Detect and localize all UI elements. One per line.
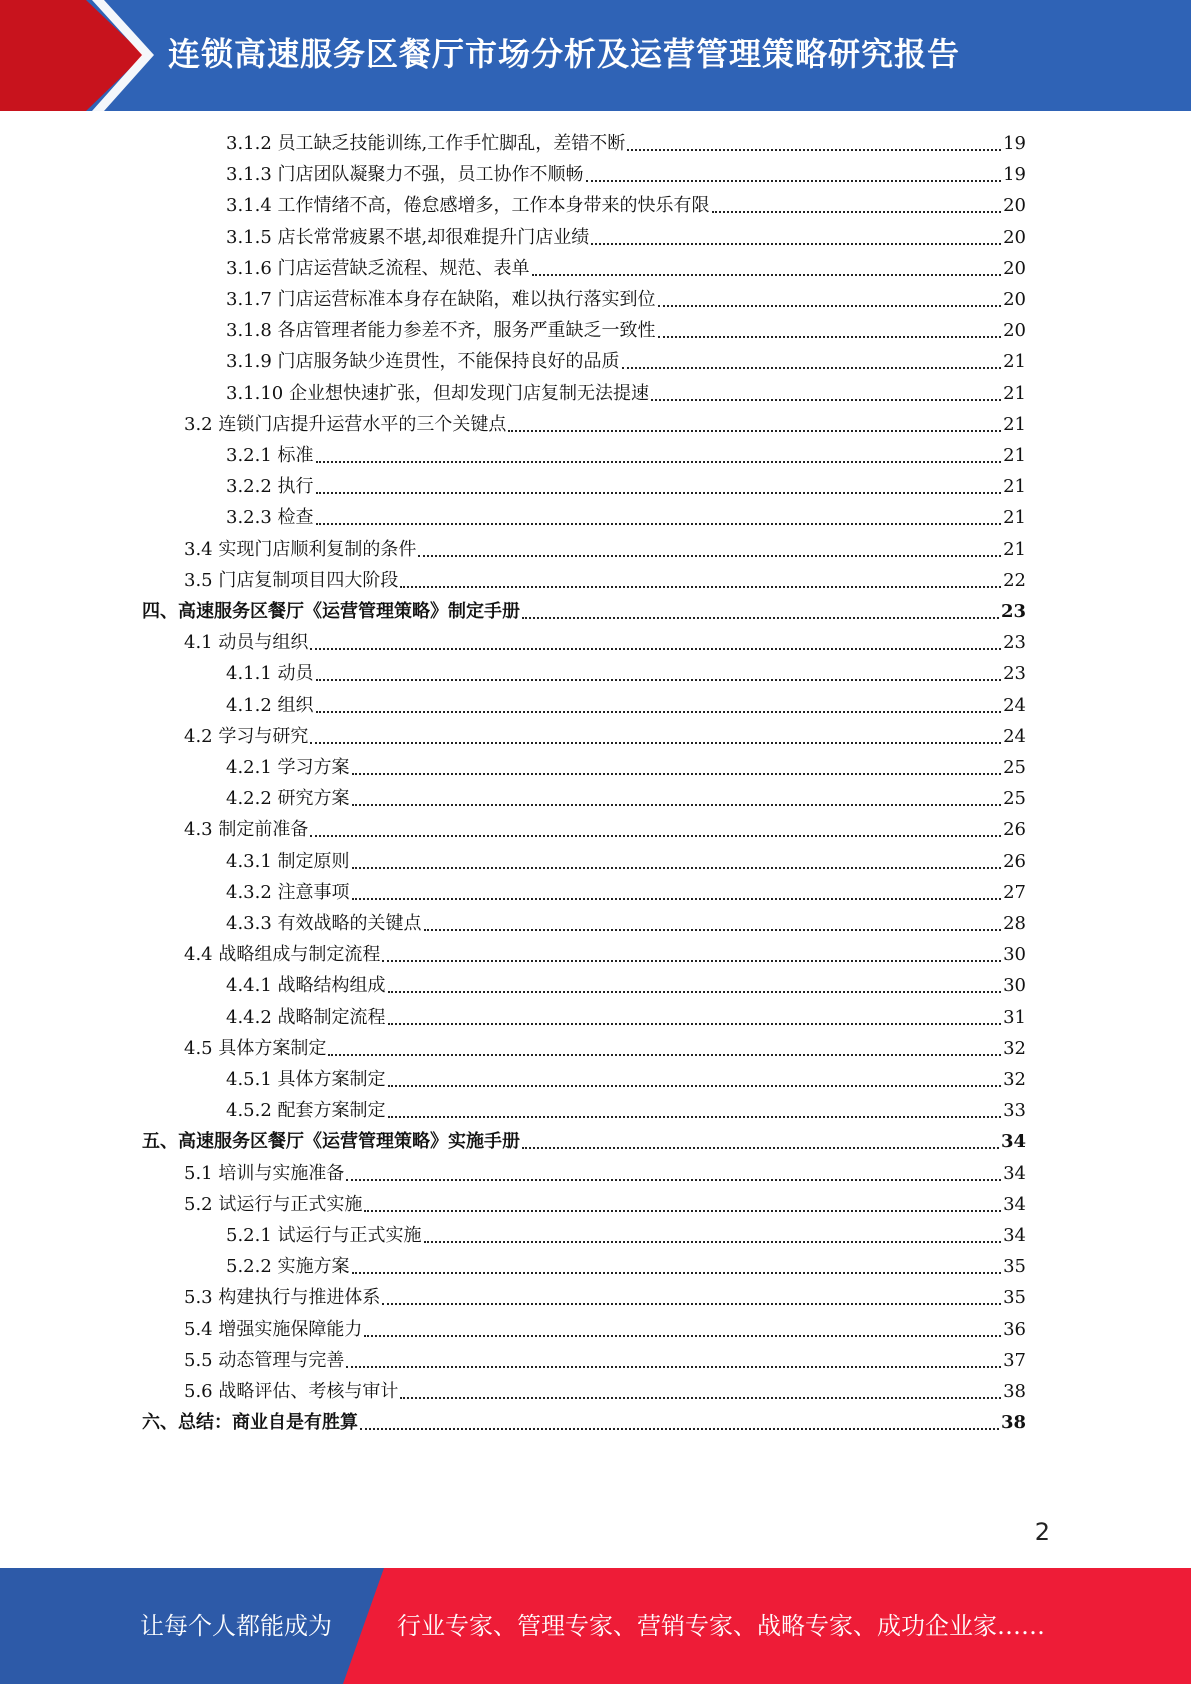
toc-dot-leader bbox=[382, 959, 1001, 962]
toc-dot-leader bbox=[310, 741, 1001, 744]
toc-dot-leader bbox=[346, 1365, 1001, 1368]
toc-entry-label: 4.5.1 具体方案制定 bbox=[226, 1069, 386, 1090]
toc-dot-leader bbox=[658, 304, 1002, 307]
toc-entry[interactable] bbox=[184, 409, 1026, 440]
toc-entry-page: 20 bbox=[1003, 258, 1026, 279]
toc-entry-page: 19 bbox=[1003, 164, 1026, 185]
toc-dot-leader bbox=[364, 1334, 1001, 1337]
toc-entry[interactable] bbox=[184, 534, 1026, 565]
toc-dot-leader bbox=[352, 897, 1002, 900]
toc-dot-leader bbox=[586, 179, 1002, 182]
toc-entry-page: 23 bbox=[1003, 632, 1026, 653]
toc-entry-page: 21 bbox=[1003, 476, 1026, 497]
toc-entry[interactable] bbox=[226, 1220, 1026, 1251]
toc-entry-page: 20 bbox=[1003, 289, 1026, 310]
document-title: 连锁高速服务区餐厅市场分析及运营管理策略研究报告 bbox=[168, 35, 961, 73]
toc-entry-label: 4.1.2 组织 bbox=[226, 695, 314, 716]
toc-entry-label: 3.2.3 检查 bbox=[226, 507, 314, 528]
toc-entry-label: 5.5 动态管理与完善 bbox=[184, 1350, 345, 1371]
toc-entry[interactable] bbox=[184, 814, 1026, 845]
toc-entry[interactable] bbox=[226, 253, 1026, 284]
toc-entry[interactable] bbox=[142, 1407, 1026, 1438]
toc-entry-label: 3.2.2 执行 bbox=[226, 476, 314, 497]
toc-entry-page: 30 bbox=[1003, 975, 1026, 996]
toc-entry[interactable] bbox=[184, 1345, 1026, 1376]
toc-entry-page: 21 bbox=[1003, 539, 1026, 560]
toc-entry-label: 4.5 具体方案制定 bbox=[184, 1038, 327, 1059]
toc-entry-page: 34 bbox=[1003, 1163, 1026, 1184]
toc-entry[interactable] bbox=[226, 877, 1026, 908]
toc-entry[interactable] bbox=[226, 783, 1026, 814]
toc-dot-leader bbox=[388, 1084, 1002, 1087]
toc-entry-label: 4.3.2 注意事项 bbox=[226, 882, 350, 903]
toc-entry[interactable] bbox=[184, 1158, 1026, 1189]
toc-entry[interactable] bbox=[226, 222, 1026, 253]
toc-entry[interactable] bbox=[226, 1064, 1026, 1095]
toc-dot-leader bbox=[352, 1271, 1002, 1274]
toc-entry[interactable] bbox=[226, 752, 1026, 783]
toc-dot-leader bbox=[400, 1396, 1001, 1399]
toc-entry[interactable] bbox=[226, 690, 1026, 721]
toc-entry-label: 4.3.1 制定原则 bbox=[226, 851, 350, 872]
toc-entry-label: 5.4 增强实施保障能力 bbox=[184, 1319, 363, 1340]
toc-entry-page: 19 bbox=[1003, 133, 1026, 154]
toc-entry-label: 六、总结：商业自是有胜算 bbox=[142, 1412, 358, 1433]
toc-entry-label: 3.1.3 门店团队凝聚力不强，员工协作不顺畅 bbox=[226, 164, 584, 185]
toc-entry-label: 4.4.2 战略制定流程 bbox=[226, 1007, 386, 1028]
toc-entry-page: 33 bbox=[1003, 1100, 1026, 1121]
toc-entry[interactable] bbox=[226, 502, 1026, 533]
toc-entry-label: 4.3 制定前准备 bbox=[184, 819, 309, 840]
toc-entry-label: 3.1.8 各店管理者能力参差不齐，服务严重缺乏一致性 bbox=[226, 320, 656, 341]
toc-entry[interactable] bbox=[226, 378, 1026, 409]
toc-dot-leader bbox=[310, 834, 1001, 837]
toc-entry[interactable] bbox=[226, 315, 1026, 346]
toc-entry-label: 3.1.6 门店运营缺乏流程、规范、表单 bbox=[226, 258, 530, 279]
toc-entry-page: 24 bbox=[1003, 726, 1026, 747]
toc-entry[interactable] bbox=[142, 596, 1026, 627]
toc-entry-page: 35 bbox=[1003, 1287, 1026, 1308]
toc-entry-page: 26 bbox=[1003, 819, 1026, 840]
toc-entry[interactable] bbox=[184, 1282, 1026, 1313]
toc-dot-leader bbox=[316, 710, 1002, 713]
toc-dot-leader bbox=[712, 210, 1002, 213]
toc-entry-label: 5.2.1 试运行与正式实施 bbox=[226, 1225, 422, 1246]
toc-entry-page: 31 bbox=[1003, 1007, 1026, 1028]
toc-dot-leader bbox=[352, 866, 1002, 869]
toc-entry-page: 34 bbox=[1003, 1194, 1026, 1215]
toc-entry-label: 5.2.2 实施方案 bbox=[226, 1256, 350, 1277]
toc-entry-page: 21 bbox=[1003, 383, 1026, 404]
footer-slogan-left: 让每个人都能成为 bbox=[140, 1612, 332, 1640]
toc-entry[interactable] bbox=[226, 190, 1026, 221]
toc-dot-leader bbox=[522, 1146, 999, 1149]
toc-entry-label: 4.2 学习与研究 bbox=[184, 726, 309, 747]
toc-dot-leader bbox=[310, 647, 1001, 650]
toc-dot-leader bbox=[346, 1178, 1001, 1181]
toc-entry-label: 5.1 培训与实施准备 bbox=[184, 1163, 345, 1184]
toc-dot-leader bbox=[316, 678, 1002, 681]
toc-entry[interactable] bbox=[226, 346, 1026, 377]
toc-entry-label: 3.1.2 员工缺乏技能训练,工作手忙脚乱，差错不断 bbox=[226, 133, 626, 154]
toc-entry[interactable] bbox=[226, 159, 1026, 190]
toc-entry-page: 23 bbox=[1000, 601, 1026, 622]
toc-dot-leader bbox=[400, 585, 1001, 588]
toc-entry[interactable] bbox=[226, 908, 1026, 939]
toc-entry[interactable] bbox=[226, 440, 1026, 471]
toc-entry-label: 3.1.5 店长常常疲累不堪,却很难提升门店业绩 bbox=[226, 227, 590, 248]
toc-dot-leader bbox=[622, 366, 1002, 369]
toc-entry[interactable] bbox=[142, 1126, 1026, 1157]
toc-entry-label: 4.3.3 有效战略的关键点 bbox=[226, 913, 422, 934]
toc-entry-page: 25 bbox=[1003, 757, 1026, 778]
toc-dot-leader bbox=[388, 1022, 1002, 1025]
toc-entry[interactable] bbox=[226, 471, 1026, 502]
toc-dot-leader bbox=[508, 429, 1001, 432]
toc-dot-leader bbox=[418, 554, 1001, 557]
toc-entry[interactable] bbox=[184, 721, 1026, 752]
toc-entry-page: 28 bbox=[1003, 913, 1026, 934]
toc-entry-label: 4.2.2 研究方案 bbox=[226, 788, 350, 809]
toc-dot-leader bbox=[316, 491, 1002, 494]
toc-dot-leader bbox=[591, 242, 1001, 245]
toc-entry-label: 4.1.1 动员 bbox=[226, 663, 314, 684]
toc-entry-label: 4.5.2 配套方案制定 bbox=[226, 1100, 386, 1121]
toc-entry[interactable] bbox=[184, 627, 1026, 658]
toc-entry-label: 4.4 战略组成与制定流程 bbox=[184, 944, 381, 965]
toc-dot-leader bbox=[352, 803, 1002, 806]
toc-entry-page: 26 bbox=[1003, 851, 1026, 872]
toc-entry-page: 21 bbox=[1003, 507, 1026, 528]
toc-dot-leader bbox=[316, 460, 1002, 463]
toc-entry-page: 27 bbox=[1003, 882, 1026, 903]
toc-entry[interactable] bbox=[226, 970, 1026, 1001]
toc-entry[interactable] bbox=[184, 1314, 1026, 1345]
toc-entry[interactable] bbox=[184, 1033, 1026, 1064]
toc-entry-page: 21 bbox=[1003, 351, 1026, 372]
toc-entry[interactable] bbox=[184, 939, 1026, 970]
toc-dot-leader bbox=[388, 1115, 1002, 1118]
toc-entry-page: 37 bbox=[1003, 1350, 1026, 1371]
toc-entry-label: 4.1 动员与组织 bbox=[184, 632, 309, 653]
header-banner bbox=[0, 0, 1191, 111]
toc-entry-page: 20 bbox=[1003, 320, 1026, 341]
toc-dot-leader bbox=[651, 398, 1001, 401]
toc-entry-page: 24 bbox=[1003, 695, 1026, 716]
toc-dot-leader bbox=[382, 1302, 1001, 1305]
toc-dot-leader bbox=[424, 928, 1002, 931]
toc-entry-label: 3.1.9 门店服务缺少连贯性，不能保持良好的品质 bbox=[226, 351, 620, 372]
toc-entry-label: 3.1.4 工作情绪不高，倦怠感增多，工作本身带来的快乐有限 bbox=[226, 195, 710, 216]
toc-entry-label: 5.3 构建执行与推进体系 bbox=[184, 1287, 381, 1308]
toc-entry[interactable] bbox=[226, 1251, 1026, 1282]
toc-entry-page: 34 bbox=[1003, 1225, 1026, 1246]
toc-entry-page: 21 bbox=[1003, 445, 1026, 466]
toc-entry-page: 34 bbox=[1000, 1131, 1026, 1152]
toc-entry[interactable] bbox=[184, 1376, 1026, 1407]
toc-entry-label: 3.5 门店复制项目四大阶段 bbox=[184, 570, 399, 591]
toc-entry-page: 21 bbox=[1003, 414, 1026, 435]
toc-dot-leader bbox=[424, 1240, 1002, 1243]
toc-entry-label: 4.4.1 战略结构组成 bbox=[226, 975, 386, 996]
toc-entry-page: 25 bbox=[1003, 788, 1026, 809]
toc-entry[interactable] bbox=[226, 658, 1026, 689]
toc-entry-page: 20 bbox=[1003, 195, 1026, 216]
toc-entry-label: 5.6 战略评估、考核与审计 bbox=[184, 1381, 399, 1402]
toc-dot-leader bbox=[316, 522, 1002, 525]
toc-entry[interactable] bbox=[184, 1189, 1026, 1220]
toc-entry-page: 38 bbox=[1003, 1381, 1026, 1402]
page-number: 2 bbox=[1034, 1518, 1050, 1546]
toc-entry-page: 35 bbox=[1003, 1256, 1026, 1277]
toc-entry-label: 3.4 实现门店顺利复制的条件 bbox=[184, 539, 417, 560]
toc-entry[interactable] bbox=[226, 128, 1026, 159]
toc-entry-label: 3.2.1 标准 bbox=[226, 445, 314, 466]
toc-dot-leader bbox=[360, 1427, 999, 1430]
toc-dot-leader bbox=[328, 1053, 1001, 1056]
toc-entry-label: 3.1.10 企业想快速扩张，但却发现门店复制无法提速 bbox=[226, 383, 649, 404]
toc-entry-page: 36 bbox=[1003, 1319, 1026, 1340]
toc-entry[interactable] bbox=[226, 1002, 1026, 1033]
toc-dot-leader bbox=[364, 1209, 1001, 1212]
toc-entry-label: 五、高速服务区餐厅《运营管理策略》实施手册 bbox=[142, 1131, 520, 1152]
toc-entry-page: 30 bbox=[1003, 944, 1026, 965]
toc-dot-leader bbox=[522, 616, 999, 619]
toc-dot-leader bbox=[532, 273, 1002, 276]
toc-entry-page: 20 bbox=[1003, 227, 1026, 248]
toc-dot-leader bbox=[658, 335, 1002, 338]
toc-entry-page: 22 bbox=[1003, 570, 1026, 591]
toc-entry[interactable] bbox=[226, 1095, 1026, 1126]
toc-entry[interactable] bbox=[226, 284, 1026, 315]
toc-entry-label: 四、高速服务区餐厅《运营管理策略》制定手册 bbox=[142, 601, 520, 622]
toc-entry[interactable] bbox=[184, 565, 1026, 596]
toc-entry-page: 32 bbox=[1003, 1069, 1026, 1090]
toc-entry-label: 3.1.7 门店运营标准本身存在缺陷，难以执行落实到位 bbox=[226, 289, 656, 310]
toc-dot-leader bbox=[352, 772, 1002, 775]
footer-slogan-right: 行业专家、管理专家、营销专家、战略专家、成功企业家…… bbox=[397, 1612, 1045, 1640]
toc-entry-page: 38 bbox=[1000, 1412, 1026, 1433]
toc-dot-leader bbox=[627, 148, 1001, 151]
toc-entry-page: 32 bbox=[1003, 1038, 1026, 1059]
toc-dot-leader bbox=[388, 990, 1002, 993]
toc-entry-label: 5.2 试运行与正式实施 bbox=[184, 1194, 363, 1215]
toc-entry-label: 3.2 连锁门店提升运营水平的三个关键点 bbox=[184, 414, 507, 435]
toc-entry[interactable] bbox=[226, 846, 1026, 877]
footer-banner bbox=[0, 1568, 1191, 1684]
toc-entry-label: 4.2.1 学习方案 bbox=[226, 757, 350, 778]
toc-entry-page: 23 bbox=[1003, 663, 1026, 684]
